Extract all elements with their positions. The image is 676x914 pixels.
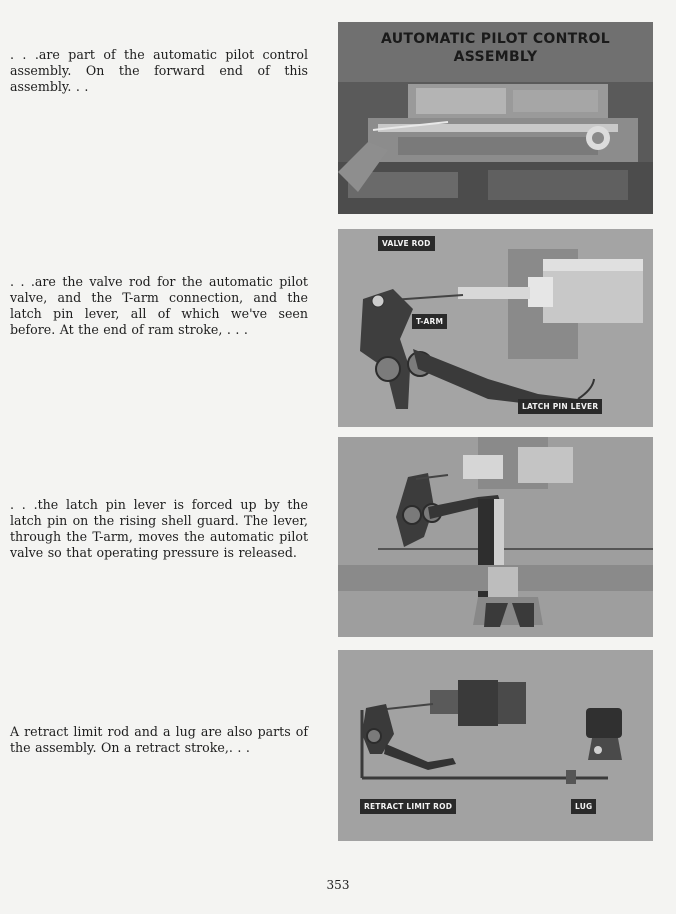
assembly-photo <box>338 22 653 214</box>
valve-rod-label: VALVE ROD <box>378 236 435 251</box>
latch-pin-lever-drawing <box>338 437 653 637</box>
valve-rod-drawing <box>338 229 653 427</box>
paragraph-latch-pin-lever: . . .the latch pin lever is forced up by the latch pin on the rising shell guard. The lever, through the T-arm, moves the automatic pilot valve so that operating pressure is released. <box>10 497 308 560</box>
valve-rod-diagram <box>338 229 653 427</box>
latch-pin-lever-diagram <box>338 437 653 637</box>
page-number: 353 <box>326 878 350 892</box>
t-arm-label: T-ARM <box>412 314 447 329</box>
retract-limit-rod-diagram <box>338 650 653 841</box>
lug-label: LUG <box>571 799 596 814</box>
assembly-title-line2: ASSEMBLY <box>453 49 538 65</box>
paragraph-valve-rod: . . .are the valve rod for the automatic pilot valve, and the T-arm connection, and the latch pin lever, all of which we've seen before. At the end of ram stroke, . . . <box>10 274 308 337</box>
retract-limit-rod-label: RETRACT LIMIT ROD <box>360 799 456 814</box>
latch-pin-lever-label: LATCH PIN LEVER <box>518 399 602 414</box>
paragraph-assembly-intro: . . .are part of the automatic pilot control assembly. On the forward end of this assembly. . . <box>10 47 308 94</box>
assembly-title-line1: AUTOMATIC PILOT CONTROL <box>381 31 610 47</box>
paragraph-retract-limit-rod: A retract limit rod and a lug are also parts of the assembly. On a retract stroke,. . . <box>10 724 308 755</box>
assembly-title <box>338 30 653 66</box>
